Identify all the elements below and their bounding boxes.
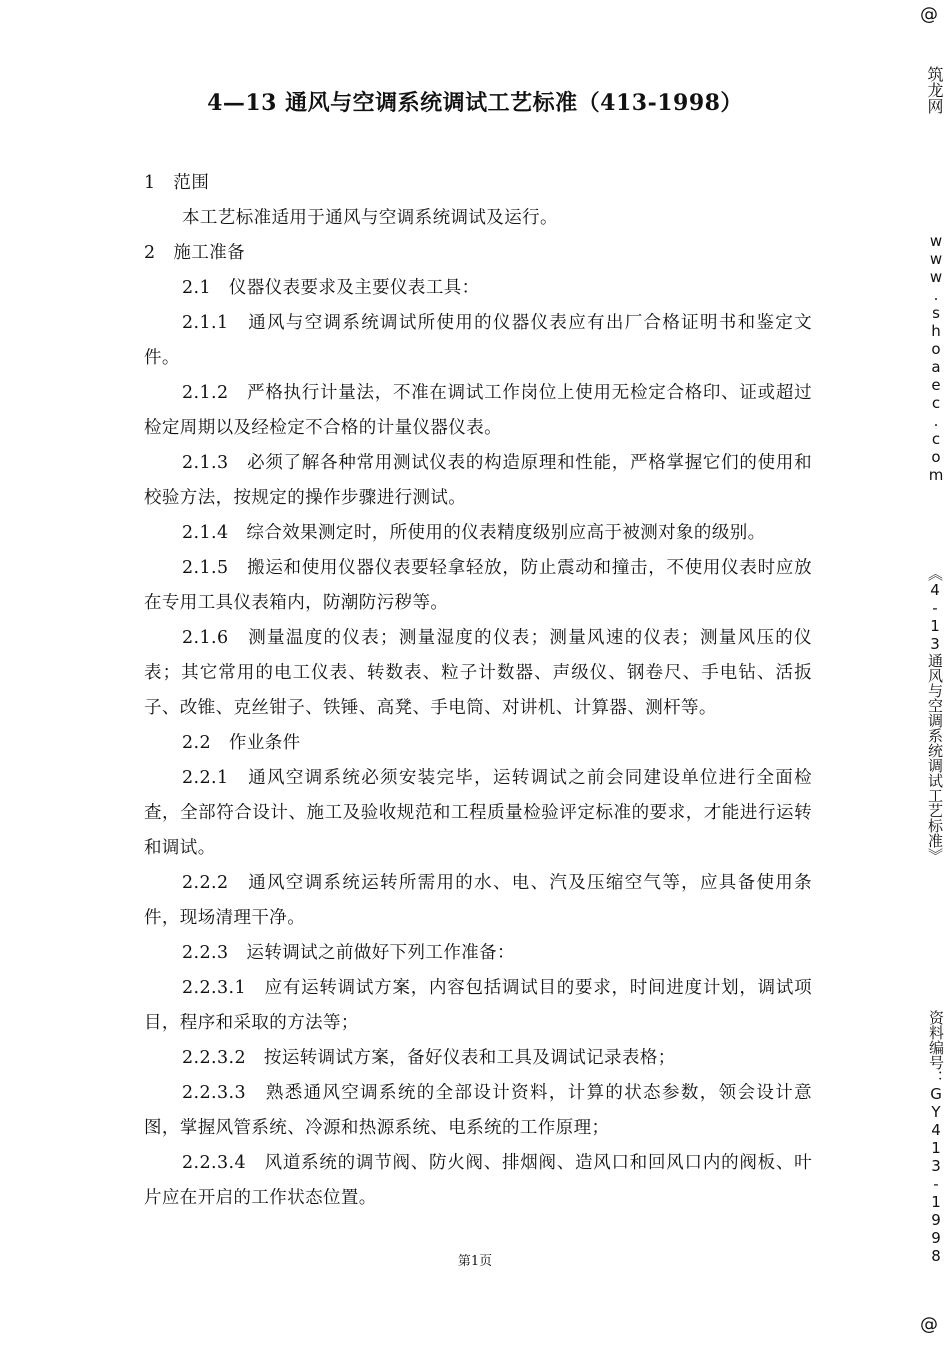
document-body	[144, 166, 812, 1216]
body-paragraph: 2.1.1 通风与空调系统调试所使用的仪器仪表应有出厂合格证明书和鉴定文件。	[144, 313, 812, 368]
body-paragraph: 2.1.3 必须了解各种常用测试仪表的构造原理和性能，严格掌握它们的使用和校验方法，按规定的操作步骤进行测试。	[144, 453, 812, 508]
body-paragraph: 2.1.2 严格执行计量法，不准在调试工作岗位上使用无检定合格印、证或超过检定周期以及经检定不合格的计量仪器仪表。	[144, 383, 812, 438]
watermark-url: www.shoaec.com	[927, 232, 945, 484]
section-heading: 2 施工准备	[144, 243, 246, 263]
section-heading: 1 范围	[144, 173, 210, 193]
body-paragraph: 2.1 仪器仪表要求及主要仪表工具：	[182, 278, 480, 298]
body-paragraph: 本工艺标准适用于通风与空调系统调试及运行。	[182, 208, 558, 228]
watermark-at-top: @	[920, 4, 938, 25]
watermark-doc-name: 《4-13通风与空调系统调试工艺标准》	[926, 566, 944, 863]
watermark-at-bottom: @	[920, 1314, 938, 1335]
body-paragraph: 2.1.5 搬运和使用仪器仪表要轻拿轻放，防止震动和撞击，不使用仪表时应放在专用工具仪表箱内，防潮防污秽等。	[144, 558, 812, 613]
body-paragraph: 2.2.1 通风空调系统必须安装完毕，运转调试之前会同建设单位进行全面检查，全部符合设计、施工及验收规范和工程质量检验评定标准的要求，才能进行运转和调试。	[144, 768, 812, 858]
body-paragraph: 2.2.3 运转调试之前做好下列工作准备：	[182, 943, 515, 963]
watermark-site-name: 筑龙网	[925, 66, 944, 114]
body-paragraph: 2.2.3.4 风道系统的调节阀、防火阀、排烟阀、造风口和回风口内的阀板、叶片应在开启的工作状态位置。	[144, 1153, 812, 1208]
body-paragraph: 2.1.6 测量温度的仪表；测量湿度的仪表；测量风速的仪表；测量风压的仪表；其它常用的电工仪表、转数表、粒子计数器、声级仪、钢卷尺、手电钻、活扳子、改锥、克丝钳子、铁锤、高凳、手电筒、对讲机、计算器、测杆等。	[144, 628, 812, 718]
body-paragraph: 2.2.3.1 应有运转调试方案，内容包括调试目的要求，时间进度计划，调试项目，程序和采取的方法等；	[144, 978, 812, 1033]
watermark-ref: 资料编号：GY413-1998	[927, 1010, 945, 1265]
body-paragraph: 2.2.2 通风空调系统运转所需用的水、电、汽及压缩空气等，应具备使用条件，现场清理干净。	[144, 873, 812, 928]
document-title: 4—13 通风与空调系统调试工艺标准（413-1998）	[207, 90, 743, 116]
page-number: 第1页	[457, 1254, 493, 1269]
body-paragraph: 2.2.3.2 按运转调试方案，备好仪表和工具及调试记录表格；	[182, 1048, 676, 1068]
body-paragraph: 2.2 作业条件	[182, 733, 301, 753]
body-paragraph: 2.2.3.3 熟悉通风空调系统的全部设计资料，计算的状态参数，领会设计意图，掌握风管系统、冷源和热源系统、电系统的工作原理；	[144, 1083, 812, 1138]
body-paragraph: 2.1.4 综合效果测定时，所使用的仪表精度级别应高于被测对象的级别。	[182, 523, 766, 543]
